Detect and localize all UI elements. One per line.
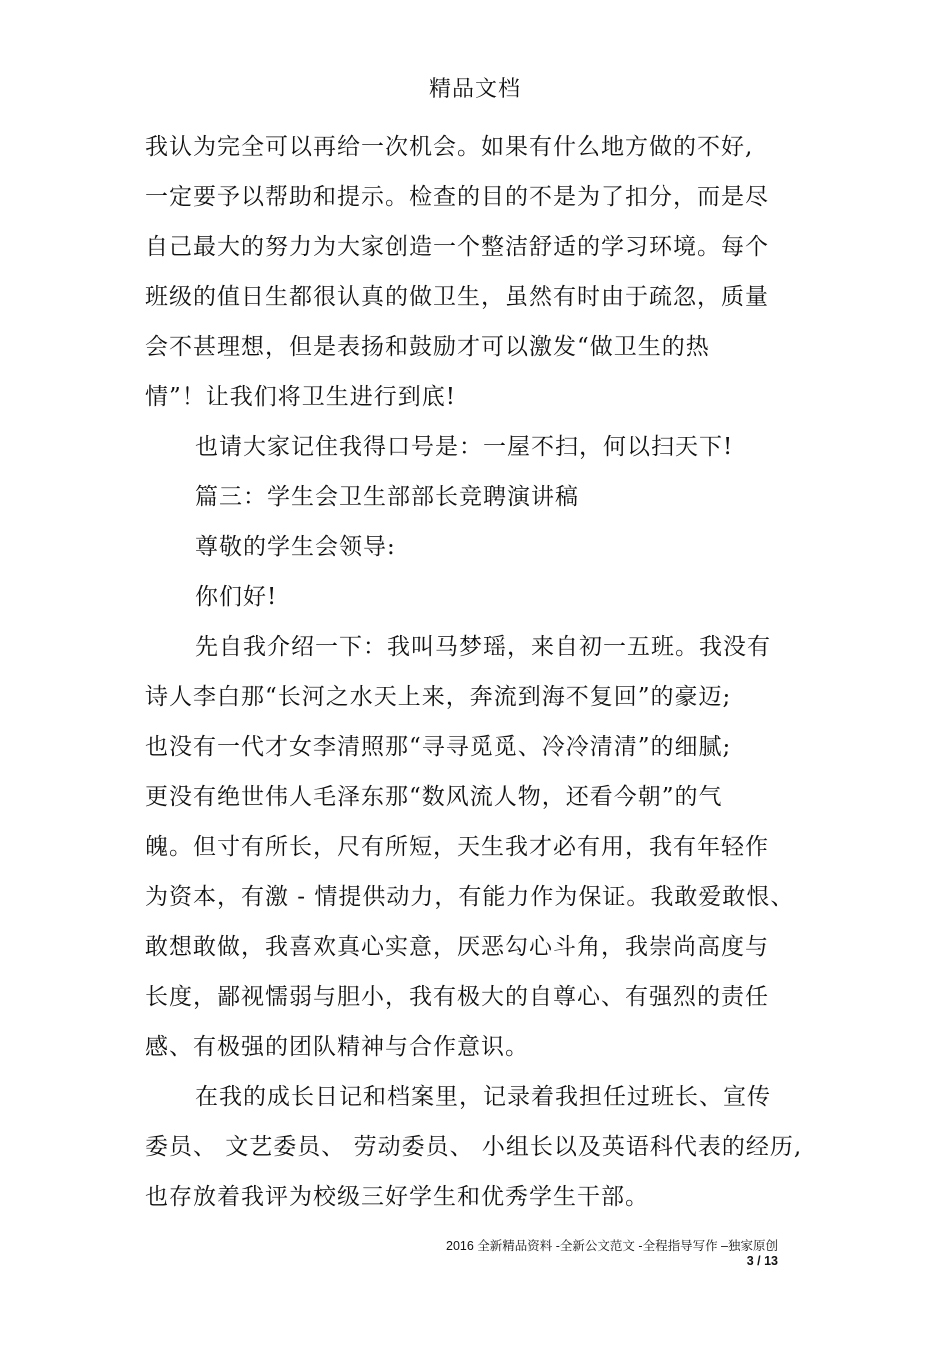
page-header: 精品文档 — [428, 77, 521, 102]
text-line: 自己最大的努力为大家创造一个整洁舒适的学习环境。每个 — [145, 234, 769, 260]
text-line: 会不甚理想，但是表扬和鼓励才可以激发“做卫生的热 — [145, 334, 710, 360]
greeting: 你们好! — [195, 584, 278, 610]
text-line: 也存放着我评为校级三好学生和优秀学生干部。 — [145, 1184, 649, 1210]
text-line: 也没有一代才女李清照那“寻寻觅觅、冷冷清清”的细腻; — [145, 734, 732, 760]
text-line: 更没有绝世伟人毛泽东那“数风流人物，还看今朝”的气 — [145, 784, 723, 810]
text-line: 为资本，有激 - 情提供动力，有能力作为保证。我敢爱敢恨、 — [145, 884, 795, 910]
text-line: 感、有极强的团队精神与合作意识。 — [145, 1034, 529, 1060]
text-line: 长度，鄙视懦弱与胆小，我有极大的自尊心、有强烈的责任 — [145, 984, 769, 1010]
salutation: 尊敬的学生会领导: — [195, 534, 396, 560]
text-line: 魄。但寸有所长，尺有所短，天生我才必有用，我有年轻作 — [145, 834, 769, 860]
text-line: 情”！让我们将卫生进行到底! — [145, 384, 457, 410]
text-line: 在我的成长日记和档案里，记录着我担任过班长、宣传 — [195, 1084, 771, 1110]
text-line: 我认为完全可以再给一次机会。如果有什么地方做的不好, — [145, 134, 754, 160]
text-line: 一定要予以帮助和提示。检查的目的不是为了扣分，而是尽 — [145, 184, 769, 210]
page-number: 3 / 13 — [746, 1254, 778, 1268]
text-line: 先自我介绍一下：我叫马梦瑶，来自初一五班。我没有 — [195, 634, 771, 660]
text-line: 也请大家记住我得口号是：一屋不扫，何以扫天下! — [195, 434, 734, 460]
text-line: 委员、 文艺委员、 劳动委员、 小组长以及英语科代表的经历, — [145, 1134, 803, 1160]
text-line: 敢想敢做，我喜欢真心实意，厌恶勾心斗角，我崇尚高度与 — [145, 934, 769, 960]
footer-text: 2016 全新精品资料 -全新公文范文 -全程指导写作 –独家原创 — [446, 1239, 778, 1253]
text-line: 诗人李白那“长河之水天上来，奔流到海不复回”的豪迈; — [145, 684, 732, 710]
text-line: 班级的值日生都很认真的做卫生，虽然有时由于疏忽，质量 — [145, 284, 769, 310]
section-heading: 篇三：学生会卫生部部长竞聘演讲稿 — [195, 484, 579, 510]
